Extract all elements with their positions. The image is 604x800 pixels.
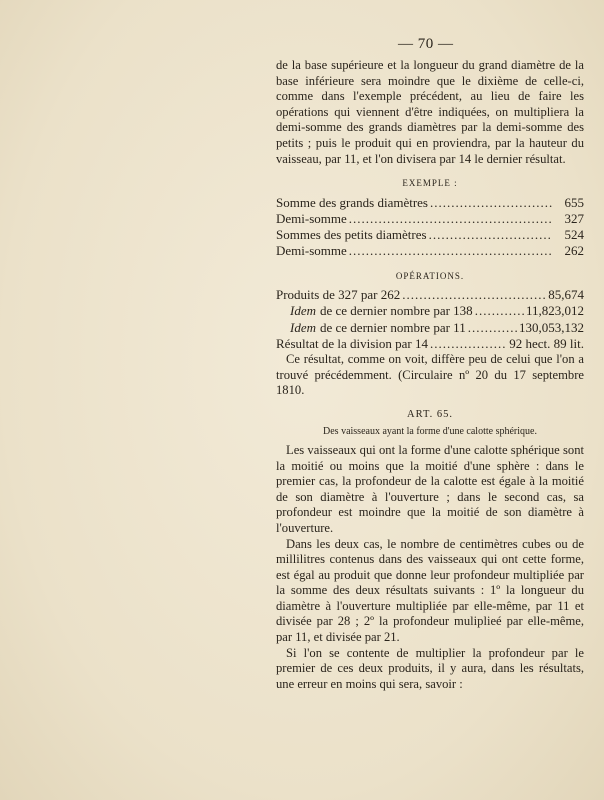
operations-list: [276, 287, 584, 352]
operations-note: Ce résultat, comme on voit, diffère peu de celui que l'on a trouvé précédemment. (Circulaire nº 20 du 17 septembre 1810.: [276, 351, 584, 398]
article-paragraph: Les vaisseaux qui ont la forme d'une calotte sphérique sont la moitié ou moins que la moitié d'une sphère : dans le premier cas, la profondeur de la calotte est égale à la moitié de son diamètre à l'ouverture ; dans le second cas, sa profondeur est moindre que la moitié de son diamètre à l'ouverture.: [276, 442, 584, 535]
leader-dots: [475, 303, 524, 319]
row-label: de ce dernier nombre par 138: [320, 303, 473, 319]
row-value: 262: [564, 243, 584, 259]
article-paragraph: Dans les deux cas, le nombre de centimètres cubes ou de millilitres contenus dans des vaisseaux qui ont cette forme, est égal au produit que donne leur profondeur multipliée par la somme des deux résultats suivants : 1º la longueur du diamètre à l'ouverture multipliée par elle-même, par 11 et divisée par 28 ; 2º la profondeur muliplieé par elle-même, par 11, et divisée par 21.: [276, 536, 584, 645]
text-column: [276, 58, 584, 692]
operation-row: [276, 303, 584, 319]
leader-dots: [468, 320, 517, 336]
example-row: [276, 227, 584, 243]
row-label: Produits de 327 par 262: [276, 287, 401, 303]
row-label: de ce dernier nombre par 11: [320, 319, 466, 335]
idem-word: Idem: [290, 303, 316, 319]
operations-heading: OPÉRATIONS.: [395, 270, 465, 281]
row-value: 130,053,132: [519, 319, 584, 335]
row-value: 655: [564, 194, 584, 210]
intro-paragraph: de la base supérieure et la longueur du grand diamètre de la base inférieure sera moindre que le dixième de celle-ci, comme dans l'exemple précédent, au lieu de faire les opérations qui viennent d'être indiquées, on multipliera la demi-somme des grands diamètres par la demi-somme des petits ; puis le produit qui en proviendra, par la hauteur du vaisseau, par 11, et l'on divisera par 14 le dernier résultat.: [276, 58, 584, 166]
example-row: [276, 211, 584, 227]
idem-word: Idem: [290, 319, 316, 335]
operation-row: [276, 320, 584, 336]
example-row: [276, 195, 584, 211]
row-value: 327: [564, 210, 584, 226]
example-list: [276, 195, 584, 260]
operation-row: [276, 287, 584, 303]
row-value: 92 hect. 89 lit.: [509, 335, 584, 351]
leader-dots: [402, 287, 546, 303]
operation-row: [276, 336, 584, 352]
article-title: Des vaisseaux ayant la forme d'une calotte sphérique.: [323, 426, 537, 438]
row-value: 11,823,012: [525, 303, 584, 319]
row-value: 85,674: [548, 287, 584, 303]
leader-dots: [429, 227, 552, 243]
page-number: — 70 —: [398, 36, 454, 52]
example-heading: EXEMPLE :: [402, 178, 458, 189]
row-label: Somme des grands diamètres: [276, 194, 428, 210]
article-paragraph: Si l'on se contente de multiplier la profondeur par le premier de ces deux produits, il y aura, dans les résultats, une erreur en moins qui sera, savoir :: [276, 645, 584, 691]
row-label: Résultat de la division par 14: [276, 335, 429, 351]
row-label: Demi-somme: [276, 210, 347, 226]
leader-dots: [430, 195, 552, 211]
example-row: [276, 243, 584, 259]
row-label: Sommes des petits diamètres: [276, 227, 427, 243]
article-number: ART. 65.: [407, 408, 453, 420]
row-label: Demi-somme: [276, 243, 347, 259]
leader-dots: [349, 211, 552, 227]
leader-dots: [349, 243, 552, 259]
leader-dots: [430, 336, 507, 352]
row-value: 524: [564, 227, 584, 243]
